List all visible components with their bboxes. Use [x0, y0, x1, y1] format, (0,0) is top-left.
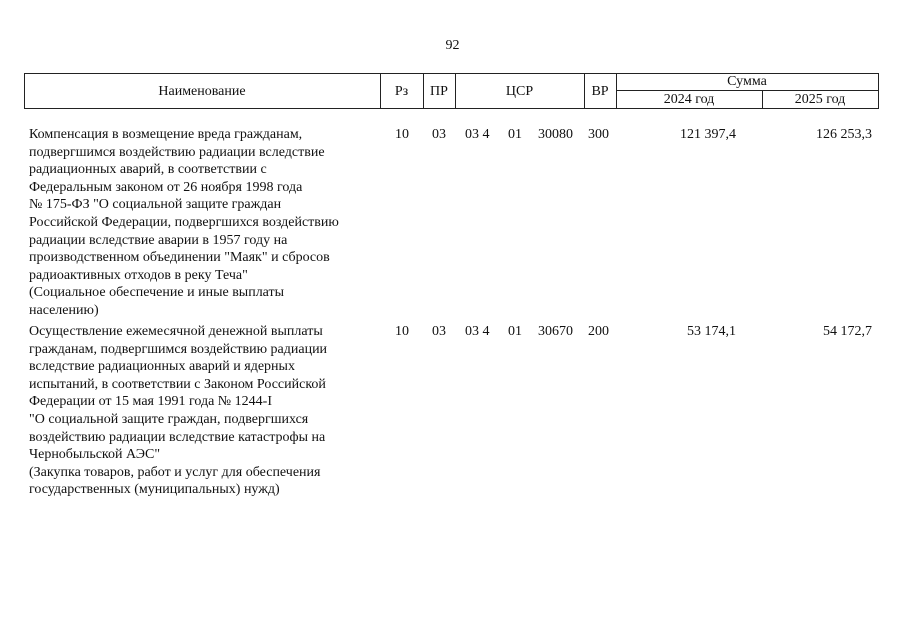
- row-csr-direction: 30670: [538, 324, 573, 339]
- page-number: 92: [445, 38, 460, 53]
- row-name-line: радиационных аварий, в соответствии с: [29, 162, 267, 178]
- row-name-line: Российской Федерации, подвергшихся воздействию: [29, 214, 339, 230]
- row-name-line: № 175-ФЗ "О социальной защите граждан: [29, 197, 282, 213]
- row-name-line: испытаний, в соответствии с Законом Российской: [29, 376, 326, 392]
- table-header: [24, 73, 878, 109]
- row-name-line: Чернобыльской АЭС": [29, 447, 161, 463]
- row-sum-2024: 121 397,4: [680, 127, 736, 142]
- row-name-line: Осуществление ежемесячной денежной выплаты: [29, 324, 323, 339]
- row-name-line: радиации вследствие аварии в 1957 году на: [29, 232, 288, 248]
- header-border-right: [878, 73, 879, 109]
- row-name-line: производственном объединении "Маяк" и сбросов: [29, 250, 330, 266]
- header-csr: ЦСР: [505, 84, 534, 99]
- row-rz: 10: [395, 324, 409, 339]
- row-csr-program: 03 4: [465, 324, 490, 339]
- row-sum-2025: 54 172,7: [823, 324, 872, 339]
- row-sum-2024: 53 174,1: [687, 324, 736, 339]
- header-name: Наименование: [158, 84, 246, 99]
- row-name-line: населению): [29, 302, 99, 318]
- row-name-line: Федеральным законом от 26 ноября 1998 года: [29, 179, 303, 195]
- header-year-2024: 2024 год: [663, 92, 715, 107]
- header-vr: ВР: [591, 84, 609, 99]
- row-csr-subprogram: 01: [508, 127, 522, 142]
- row-name-line: радиоактивных отходов в реку Теча": [29, 267, 248, 283]
- row-csr-subprogram: 01: [508, 324, 522, 339]
- row-sum-2025: 126 253,3: [816, 127, 872, 142]
- row-name-line: гражданам, подвергшимся воздействию радиации: [29, 341, 328, 357]
- row-name-line: Компенсация в возмещение вреда гражданам,: [29, 127, 303, 142]
- row-rz: 10: [395, 127, 409, 142]
- row-name-line: "О социальной защите граждан, подвергшихся: [29, 411, 309, 427]
- row-name: [29, 323, 374, 499]
- row-name-line: подвергшимся воздействию радиации вследствие: [29, 144, 325, 160]
- row-vr: 300: [588, 127, 609, 142]
- header-bottom-border: [24, 108, 878, 109]
- header-year-2025: 2025 год: [794, 92, 846, 107]
- header-rz: Рз: [394, 84, 409, 99]
- header-pr: ПР: [430, 84, 448, 99]
- row-vr: 200: [588, 324, 609, 339]
- header-sum: Сумма: [727, 74, 767, 89]
- row-name-line: воздействию радиации вследствие катастрофы на: [29, 429, 326, 445]
- row-csr-direction: 30080: [538, 127, 573, 142]
- row-name-line: (Закупка товаров, работ и услуг для обеспечения: [29, 464, 321, 480]
- row-name-line: вследствие радиационных аварий и ядерных: [29, 359, 295, 375]
- row-pr: 03: [432, 324, 446, 339]
- row-name: [29, 126, 374, 320]
- row-name-line: государственных (муниципальных) нужд): [29, 482, 280, 498]
- header-sum-divider: [616, 90, 878, 91]
- row-pr: 03: [432, 127, 446, 142]
- row-csr-program: 03 4: [465, 127, 490, 142]
- row-name-line: Федерации от 15 мая 1991 года № 1244-I: [29, 394, 272, 410]
- row-name-line: (Социальное обеспечение и иные выплаты: [29, 285, 285, 301]
